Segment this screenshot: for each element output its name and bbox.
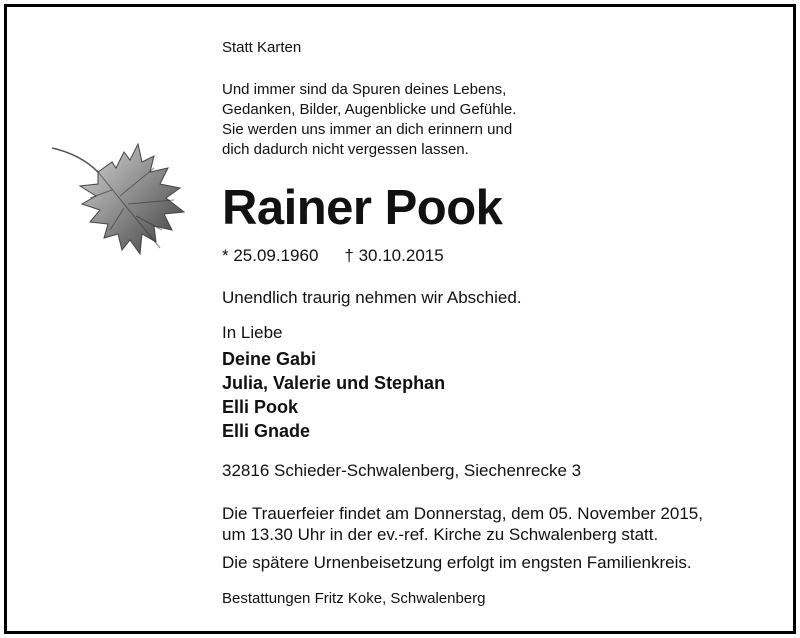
mourner-name: Elli Gnade: [222, 421, 311, 441]
mourner-name: Deine Gabi: [222, 349, 317, 369]
death-date: † 30.10.2015: [344, 246, 444, 265]
ceremony-text: [222, 503, 703, 545]
poem-line: Sie werden uns immer an dich erinnern und: [222, 121, 513, 138]
undertaker: Bestattungen Fritz Koke, Schwalenberg: [222, 590, 486, 607]
poem-line: Und immer sind da Spuren deines Lebens,: [222, 81, 507, 98]
mourners-list: [222, 347, 445, 443]
life-dates: [222, 246, 470, 266]
ceremony-line: Die Trauerfeier findet am Donnerstag, dem 05. November 2015,: [222, 504, 703, 523]
maple-leaf-icon: [50, 138, 190, 268]
ceremony-line: um 13.30 Uhr in der ev.-ref. Kirche zu Schwalenberg statt.: [222, 525, 659, 544]
farewell-text: Unendlich traurig nehmen wir Abschied.: [222, 288, 522, 307]
deceased-name: Rainer Pook: [222, 181, 503, 235]
header-label: Statt Karten: [222, 39, 302, 56]
address: 32816 Schieder-Schwalenberg, Siechenrecke 3: [222, 461, 582, 480]
mourner-name: Elli Pook: [222, 397, 299, 417]
in-love-label: In Liebe: [222, 323, 283, 342]
birth-date: * 25.09.1960: [222, 246, 319, 265]
urn-text: Die spätere Urnenbeisetzung erfolgt im engsten Familienkreis.: [222, 553, 692, 572]
poem-line: dich dadurch nicht vergessen lassen.: [222, 141, 469, 158]
poem-line: Gedanken, Bilder, Augenblicke und Gefühle.: [222, 101, 517, 118]
mourner-name: Julia, Valerie und Stephan: [222, 373, 446, 393]
poem: [222, 80, 516, 160]
